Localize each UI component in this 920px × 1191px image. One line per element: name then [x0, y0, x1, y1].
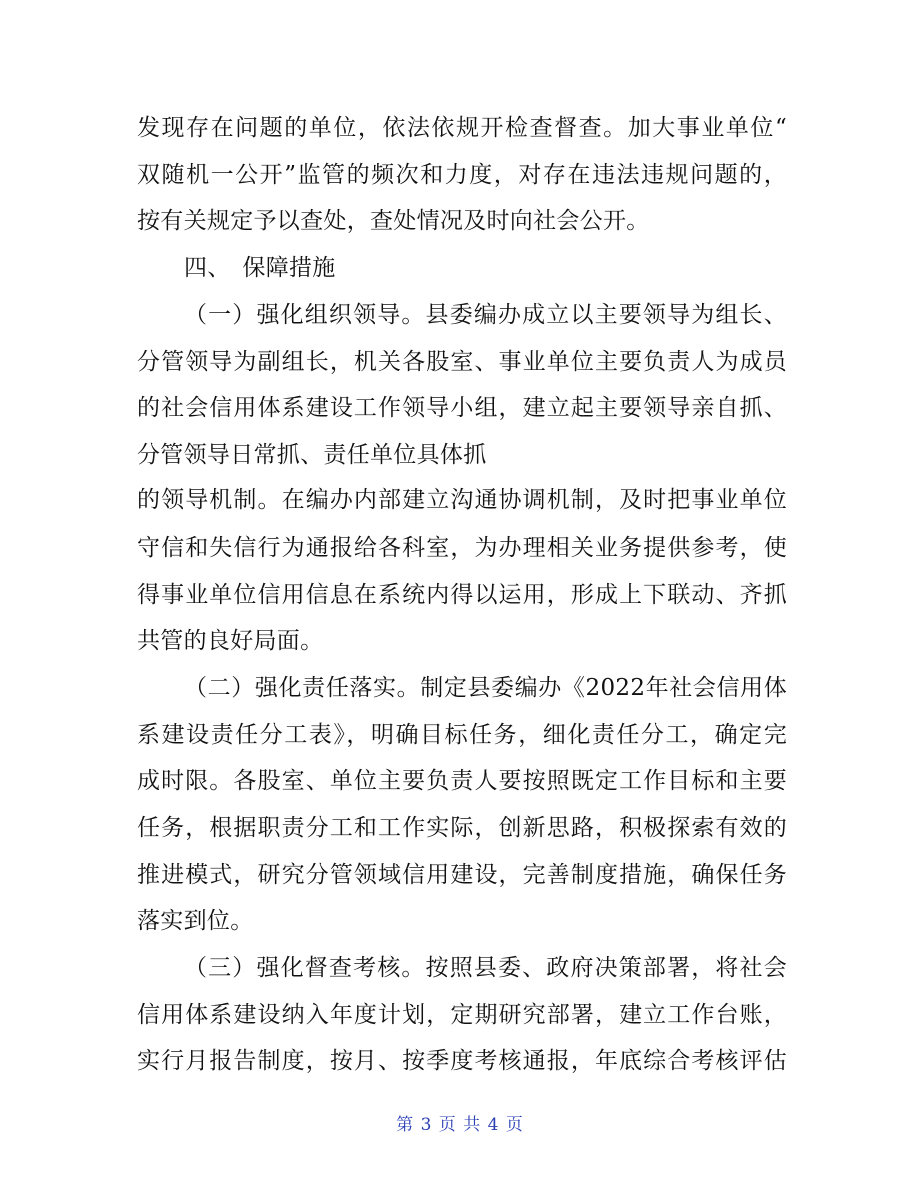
body-line-18: 落实到位。 [137, 908, 254, 934]
body-line-1: 发现存在问题的单位，依法依规开检查督查。加大事业单位“ [137, 115, 787, 141]
body-line-15: 成时限。各股室、单位主要负责人要按照既定工作目标和主要 [137, 768, 787, 794]
body-line-20: 信用体系建设纳入年度计划，定期研究部署，建立工作台账， [137, 1002, 787, 1028]
body-line-8: 分管领导日常抓、责任单位具体抓 [137, 442, 487, 468]
body-line-14: 系建设责任分工表》，明确目标任务，细化责任分工，确定完 [137, 722, 787, 748]
body-line-5: （一）强化组织领导。县委编办成立以主要领导为组长、 [184, 302, 787, 328]
body-line-21: 实行月报告制度，按月、按季度考核通报，年底综合考核评估 [137, 1048, 787, 1074]
body-line-16: 任务，根据职责分工和工作实际，创新思路，积极探索有效的 [137, 815, 787, 841]
body-line-13: （二）强化责任落实。制定县委编办《2022年社会信用体 [184, 675, 787, 701]
page-number-footer: 第 3 页 共 4 页 [396, 1115, 524, 1135]
body-line-10: 守信和失信行为通报给各科室，为办理相关业务提供参考，使 [137, 535, 787, 561]
body-line-2: 双随机一公开”监管的频次和力度，对存在违法违规问题的， [137, 162, 787, 188]
body-line-11: 得事业单位信用信息在系统内得以运用，形成上下联动、齐抓 [137, 582, 787, 608]
body-line-6: 分管领导为副组长，机关各股室、事业单位主要负责人为成员 [137, 349, 787, 375]
body-line-12: 共管的良好局面。 [137, 628, 324, 654]
body-line-17: 推进模式，研究分管领域信用建设，完善制度措施，确保任务 [137, 862, 787, 888]
body-line-19: （三）强化督查考核。按照县委、政府决策部署，将社会 [184, 955, 787, 981]
body-line-9: 的领导机制。在编办内部建立沟通协调机制，及时把事业单位 [137, 487, 787, 513]
section-heading-4: 四、 保障措施 [184, 255, 336, 281]
body-line-7: 的社会信用体系建设工作领导小组，建立起主要领导亲自抓、 [137, 395, 787, 421]
body-line-3: 按有关规定予以查处，查处情况及时向社会公开。 [137, 208, 650, 234]
